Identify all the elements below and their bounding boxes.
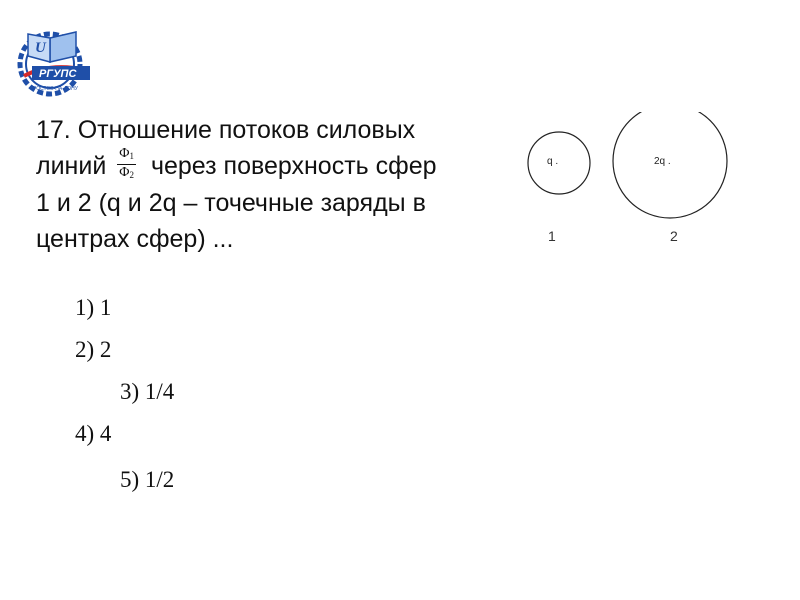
question-line-1: 17. Отношение потоков силовых	[36, 116, 416, 144]
logo-letter: U	[35, 40, 46, 56]
answer-option-2[interactable]: 2) 2	[75, 337, 112, 362]
fraction-denominator: $\Phi_2$	[119, 164, 134, 180]
flux-ratio-fraction	[117, 147, 136, 182]
spheres-diagram	[520, 112, 760, 252]
question-line-2	[36, 145, 486, 185]
question-line-2-start: линий	[36, 152, 107, 180]
answer-option-1[interactable]: 1) 1	[75, 295, 112, 320]
question-text	[36, 112, 486, 257]
sphere-1	[528, 132, 590, 194]
answer-option-5[interactable]: 5) 1/2	[120, 467, 175, 492]
rgups-logo	[6, 22, 98, 100]
sphere-1-label: 1	[548, 228, 556, 244]
logo-ring-text: РОСТОВ-НА-ДОНУ	[33, 86, 78, 92]
sphere-2-label: 2	[670, 228, 678, 244]
answer-option-3[interactable]: 3) 1/4	[120, 379, 175, 404]
logo-text: РГУПС	[39, 68, 77, 80]
sphere-2-charge: 2q .	[654, 156, 671, 167]
question-line-3: 1 и 2 (q и 2q – точечные заряды в	[36, 188, 426, 217]
sphere-1-charge: q .	[547, 156, 559, 167]
answer-option-4[interactable]: 4) 4	[75, 421, 112, 446]
fraction-numerator: $\Phi_1$	[117, 147, 136, 165]
question-line-2-end: через поверхность сфер	[150, 152, 437, 180]
question-line-4: центрах сфер) ...	[36, 224, 234, 253]
